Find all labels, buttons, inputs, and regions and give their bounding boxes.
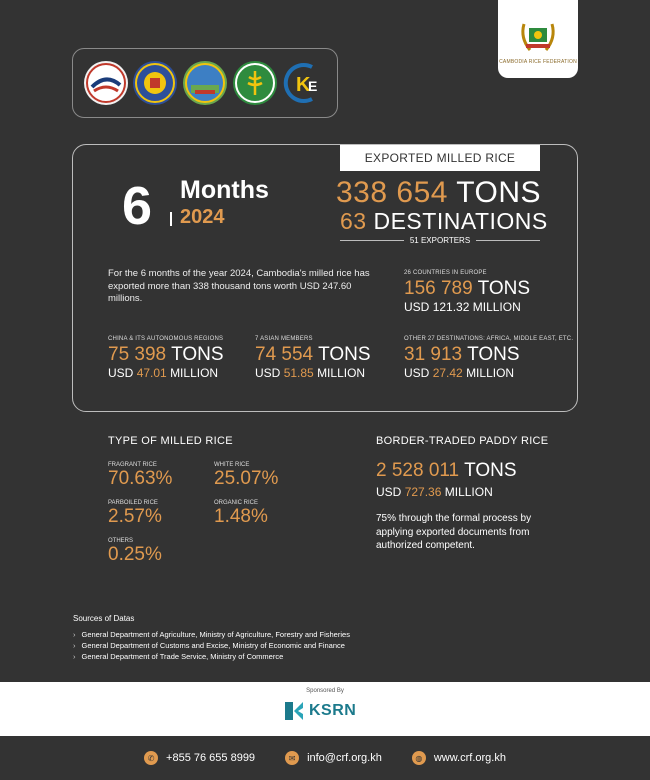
region-china — [108, 336, 224, 380]
border-trade-usd — [376, 485, 493, 499]
period-year: 2024 — [180, 206, 225, 228]
region-asian — [255, 336, 371, 380]
region-usd — [404, 300, 530, 314]
exporters-text: 51 EXPORTERS — [409, 236, 471, 245]
summary-text: For the 6 months of the year 2024, Cambodia's milled rice has exported more than 338 thousand tons worth USD 247.60 millions. — [108, 268, 370, 304]
contact-phone[interactable] — [144, 751, 255, 765]
contact-email[interactable] — [285, 751, 382, 765]
crf-logo-box — [498, 0, 578, 78]
rice-type-organic — [214, 500, 268, 528]
ke-logo — [282, 61, 326, 105]
region-tons-value: 31 913 — [404, 344, 463, 365]
region-usd — [108, 366, 224, 380]
year-divider — [170, 212, 172, 226]
ksrn-brand-text: KSRN — [309, 702, 357, 719]
total-tons-value: 338 654 — [336, 176, 448, 209]
region-tons — [404, 278, 530, 300]
region-usd — [404, 366, 573, 380]
svg-text:K: K — [296, 74, 311, 96]
region-tons-value: 74 554 — [255, 344, 314, 365]
partner-logos — [72, 48, 338, 118]
rice-type-label: ORGANIC RICE — [214, 500, 259, 506]
destinations-unit: DESTINATIONS — [373, 208, 548, 234]
partner-logo-1 — [84, 61, 128, 105]
usd-prefix: USD — [255, 366, 281, 380]
rice-types-title: TYPE OF MILLED RICE — [108, 435, 233, 447]
border-trade-title: BORDER-TRADED PADDY RICE — [376, 435, 549, 447]
usd-value: 121.32 — [432, 300, 470, 314]
rice-type-value: 70.63% — [108, 468, 173, 489]
globe-icon: ◍ — [412, 751, 426, 765]
region-europe — [404, 270, 530, 314]
partner-logo-3 — [183, 61, 227, 105]
usd-value: 51.85 — [283, 366, 314, 380]
region-tons-value: 75 398 — [108, 344, 167, 365]
ksrn-logo — [283, 700, 356, 722]
period-unit: Months — [180, 176, 269, 204]
region-tons — [108, 344, 224, 366]
usd-unit: MILLION — [472, 300, 521, 314]
region-tons — [255, 344, 371, 366]
rice-type-parboiled — [108, 500, 162, 528]
region-tons-value: 156 789 — [404, 278, 473, 299]
partner-logo-2 — [133, 61, 177, 105]
usd-prefix: USD — [404, 366, 430, 380]
phone-icon: ✆ — [144, 751, 158, 765]
crf-logo-text: CAMBODIA RICE FEDERATION — [499, 58, 577, 65]
border-trade-note: 75% through the formal process by applying exported documents from authorized competent. — [376, 513, 532, 551]
rice-type-white — [214, 462, 278, 490]
region-tons-unit: TONS — [318, 344, 371, 365]
usd-prefix: USD — [376, 485, 402, 499]
ksrn-icon — [283, 700, 305, 722]
total-tons — [336, 176, 541, 210]
sponsor-label: Sponsored By — [306, 688, 344, 694]
period-number: 6 — [122, 176, 153, 236]
email-icon: ✉ — [285, 751, 299, 765]
region-label: 7 ASIAN MEMBERS — [255, 336, 313, 342]
usd-unit: MILLION — [317, 366, 366, 380]
region-other — [404, 336, 573, 380]
border-tons-unit: TONS — [464, 460, 517, 481]
source-item: › General Department of Customs and Excise, Ministry of Economic and Finance — [73, 640, 350, 651]
rice-type-label: FRAGRANT RICE — [108, 462, 157, 468]
region-tons — [404, 344, 573, 366]
rice-type-value: 0.25% — [108, 544, 162, 565]
footer-contacts — [0, 736, 650, 780]
usd-prefix: USD — [404, 300, 430, 314]
rice-type-value: 2.57% — [108, 506, 162, 527]
email-text: info@crf.org.kh — [307, 752, 382, 764]
exporters-count — [340, 236, 540, 245]
website-text: www.crf.org.kh — [433, 752, 506, 764]
total-tons-unit: TONS — [456, 176, 542, 209]
rice-type-fragrant — [108, 462, 172, 490]
cambodia-rice-federation-icon — [516, 14, 560, 58]
region-tons-unit: TONS — [171, 344, 224, 365]
usd-unit: MILLION — [466, 366, 515, 380]
rice-type-others — [108, 538, 162, 566]
rice-type-value: 25.07% — [214, 468, 279, 489]
region-label: CHINA & ITS AUTONOMOUS REGIONS — [108, 336, 224, 342]
svg-text:E: E — [308, 78, 318, 94]
contact-website[interactable] — [412, 751, 506, 765]
usd-value: 727.36 — [404, 485, 442, 499]
region-tons-unit: TONS — [477, 278, 531, 299]
region-label: 26 COUNTRIES IN EUROPE — [404, 270, 487, 276]
usd-value: 27.42 — [432, 366, 463, 380]
rice-type-label: OTHERS — [108, 538, 134, 544]
region-usd — [255, 366, 371, 380]
destinations-value: 63 — [340, 208, 367, 234]
total-destinations — [340, 208, 548, 235]
rice-type-label: PARBOILED RICE — [108, 500, 158, 506]
usd-prefix: USD — [108, 366, 134, 380]
phone-text: +855 76 655 8999 — [166, 752, 256, 764]
partner-logo-4 — [233, 61, 277, 105]
region-tons-unit: TONS — [467, 344, 520, 365]
region-label: OTHER 27 DESTINATIONS: AFRICA, MIDDLE EAST, ETC. — [404, 336, 574, 342]
usd-unit: MILLION — [170, 366, 219, 380]
rice-type-value: 1.48% — [214, 506, 268, 527]
border-tons-value: 2 528 011 — [376, 460, 460, 481]
usd-unit: MILLION — [444, 485, 493, 499]
sources-list — [73, 629, 350, 662]
source-item: › General Department of Agriculture, Ministry of Agriculture, Forestry and Fisheries — [73, 629, 350, 640]
rice-type-label: WHITE RICE — [214, 462, 250, 468]
sources-title: Sources of Datas — [73, 614, 135, 623]
source-item: › General Department of Trade Service, Ministry of Commerce — [73, 651, 350, 662]
exported-milled-rice-badge: EXPORTED MILLED RICE — [340, 145, 540, 171]
usd-value: 47.01 — [136, 366, 167, 380]
border-trade-tons — [376, 460, 517, 482]
